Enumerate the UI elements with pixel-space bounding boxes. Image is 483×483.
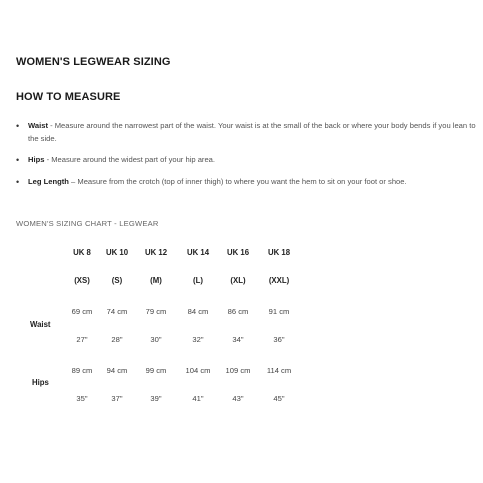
bullet-description: Measure around the widest part of your hip area. — [51, 155, 215, 164]
bullet-term: Hips — [28, 155, 45, 164]
bullet-separator: – — [68, 177, 78, 186]
table-cell: 35" — [76, 394, 88, 403]
size-letter-header: (M) — [150, 276, 162, 285]
bullet-description: Measure from the crotch (top of inner thigh) to where you want the hem to sit on your foot or shoe. — [77, 177, 407, 186]
bullet-waist — [16, 120, 476, 150]
size-uk-header: UK 10 — [105, 248, 129, 257]
how-to-measure-heading: HOW TO MEASURE — [16, 91, 121, 103]
table-cell: 30" — [150, 335, 162, 344]
table-cell: 99 cm — [145, 366, 167, 375]
table-cell: 109 cm — [225, 366, 251, 375]
table-cell: 27" — [76, 335, 88, 344]
row-label-hips: Hips — [32, 378, 49, 387]
bullet-leg-length — [16, 176, 476, 206]
bullet-separator: - — [44, 155, 52, 164]
bullet-term: Waist — [28, 121, 48, 130]
table-cell: 89 cm — [71, 366, 93, 375]
bullet-dot-icon: • — [16, 121, 20, 131]
table-cell: 37" — [111, 394, 123, 403]
size-uk-header: UK 14 — [186, 248, 210, 257]
table-cell: 45" — [273, 394, 285, 403]
table-cell: 43" — [232, 394, 244, 403]
table-cell: 39" — [150, 394, 162, 403]
size-letter-header: (XS) — [74, 276, 90, 285]
table-cell: 36" — [273, 335, 285, 344]
table-cell: 114 cm — [266, 366, 292, 375]
table-cell: 79 cm — [145, 307, 167, 316]
size-uk-header: UK 8 — [73, 248, 91, 257]
table-cell: 86 cm — [227, 307, 249, 316]
size-uk-header: UK 16 — [226, 248, 250, 257]
table-cell: 84 cm — [187, 307, 209, 316]
row-label-waist: Waist — [30, 320, 51, 329]
sizing-chart-title: WOMEN'S SIZING CHART - LEGWEAR — [16, 219, 159, 228]
table-cell: 94 cm — [106, 366, 128, 375]
bullet-separator: - — [47, 121, 55, 130]
bullet-hips — [16, 154, 476, 168]
table-cell: 69 cm — [71, 307, 93, 316]
size-uk-header: UK 18 — [267, 248, 291, 257]
size-letter-header: (XL) — [230, 276, 246, 285]
table-cell: 41" — [192, 394, 204, 403]
size-letter-header: (L) — [193, 276, 203, 285]
table-cell: 104 cm — [185, 366, 211, 375]
size-letter-header: (S) — [111, 276, 123, 285]
table-cell: 32" — [192, 335, 204, 344]
size-uk-header: UK 12 — [144, 248, 168, 257]
bullet-dot-icon: • — [16, 155, 20, 165]
table-cell: 34" — [232, 335, 244, 344]
page-title: WOMEN'S LEGWEAR SIZING — [16, 56, 171, 68]
bullet-term: Leg Length — [28, 177, 69, 186]
table-cell: 74 cm — [106, 307, 128, 316]
size-letter-header: (XXL) — [268, 276, 290, 285]
bullet-description: Measure around the narrowest part of the waist. Your waist is at the small of the back or where your body bends if you lean to the side. — [28, 121, 476, 143]
bullet-dot-icon: • — [16, 177, 20, 187]
table-cell: 28" — [111, 335, 123, 344]
table-cell: 91 cm — [268, 307, 290, 316]
